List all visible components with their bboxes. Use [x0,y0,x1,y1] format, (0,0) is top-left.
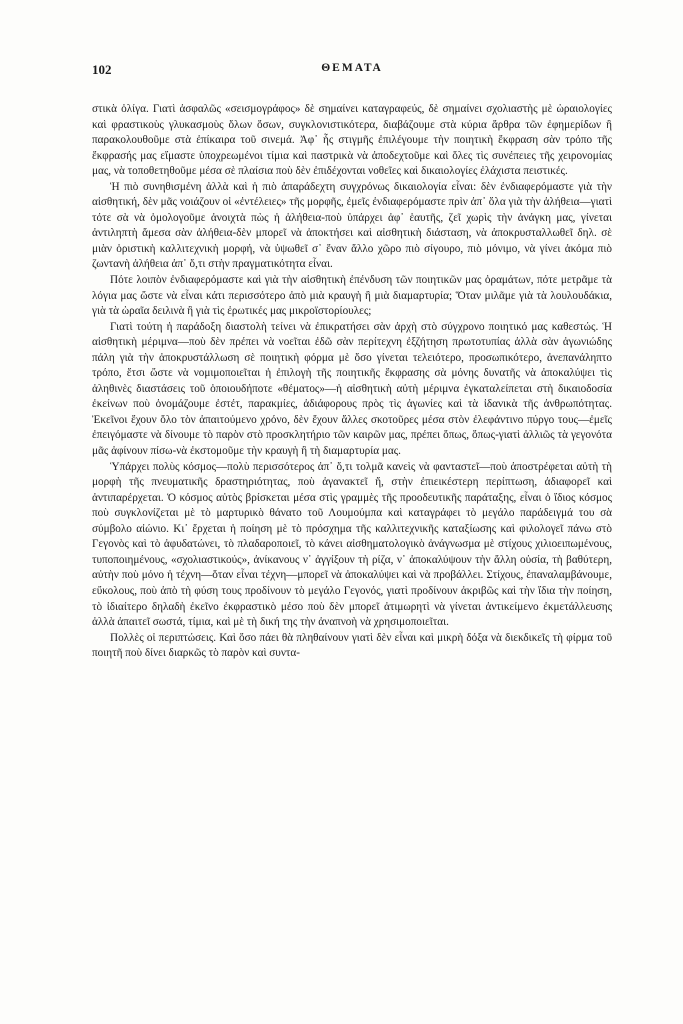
paragraph-3: Πότε λοιπὸν ἐνδιαφερόμαστε καὶ γιὰ τὴν αἰσθητικὴ ἐπένδυση τῶν ποιητικῶν μας ὁραμάτων, πότε μετρᾶμε τὰ λόγια μας ὥστε νὰ εἶναι κάτι περισσότερο ἀπὸ μιὰ κραυγὴ ἢ μιὰ διαμαρτυρία; Ὅταν μιλᾶμε γιὰ τὰ λουλουδάκια, γιὰ τὰ ὡραῖα δειλινὰ ἢ γιὰ τὶς ἐρωτικές μας μικροϊστορίουλες; [92,274,612,318]
paragraph-4: Γιατὶ τούτη ἡ παράδοξη διαστολὴ τείνει νὰ ἐπικρατήσει σὰν ἀρχὴ στὸ σύγχρονο ποιητικό μας καθεστώς. Ἡ αἰσθητικὴ μέριμνα—ποὺ δὲν πρέπει νὰ νοεῖται ἐδῶ σὰν περίτεχνη ἐξζήτηση πρωτοτυπίας ἀλλὰ σὰν ἀγωνιώδης πάλη γιὰ τὴν ἀποκρυστάλλωση σὲ ποιητικὴ φόρμα μὲ ὅσο γίνεται τελειότερο, προσωπικότερο, ἀνεπανάληπτο τρόπο, ἔτσι ὥστε νὰ νομιμοποιεῖται ἡ ἐπιλογὴ τῆς ποιητικῆς ἔκφρασης σὰ μόνης δυνατῆς νὰ ἀποκαλύψει τὶς ἀληθινὲς διαστάσεις τοῦ ὁποιουδήποτε «θέματος»—ἡ αἰσθητικὴ αὐτὴ μέριμνα ἐγκαταλείπεται στὴ δικαιοδοσία ἐκείνων ποὺ ὀνομάζουμε ἐστέτ, παρακμίες, ἀδιάφορους πρὸς τὶς ἀγωνίες καὶ τὰ ἰδανικὰ τῆς ἀνθρωπότητας. Ἐκεῖνοι ἔχουν ὅλο τὸν ἀπαιτούμενο χρόνο, δὲν ἔχουν ἄλλες σκοτοῦρες μέσα στὸν ἐλεφάντινο πύργο τους—ἐμεῖς ἐπειγόμαστε νὰ δίνουμε τὸ παρὸν στὸ προσκλητήριο τῶν καιρῶν μας, πρέπει ὅπως, ὅπως-γιατὶ ἀλλιῶς τὰ γεγονότα μᾶς ἀφίνουν πίσω-νὰ ἐκστομοῦμε τὴν κραυγὴ ἢ τὴ διαμαρτυρία μας. [92,320,612,458]
page-header [92,62,612,80]
page-number: 102 [92,62,112,77]
body-text [92,102,612,662]
paragraph-5: Ὑπάρχει πολὺς κόσμος—πολὺ περισσότερος ἀπ᾽ ὅ,τι τολμᾶ κανεὶς νὰ φανταστεῖ—ποὺ ἀποστρέφεται αὐτὴ τὴ μορφὴ τῆς πνευματικῆς δραστηριότητας, ποὺ ἀγανακτεῖ ἤ, στὴν ἐπιεικέστερη περίπτωση, ἀδιαφορεῖ καὶ ἀντιπαρέρχεται. Ὁ κόσμος αὐτὸς βρίσκεται μέσα στὶς γραμμὲς τῆς προοδευτικῆς παράταξης, εἶναι ὁ ἴδιος κόσμος ποὺ συγκλονίζεται μὲ τὸ μαρτυρικὸ θάνατο τοῦ Λουμούμπα καὶ καταγράφει τὸ μεγάλο παράδειγμά του σὰ σύμβολο αἰώνιο. Κι᾽ ἔρχεται ἡ ποίηση μὲ τὸ πρόσχημα τῆς καλλιτεχνικῆς καταξίωσης καὶ φιλολογεῖ πάνω στὸ Γεγονὸς καὶ τὸ ἀφυδατώνει, τὸ πλαδαροποιεῖ, τὸ κάνει αἰσθηματολογικὸ ἀνάγνωσμα μὲ στίχους χιλιοειπωμένους, τυποποιημένους, «σχολιαστικούς», ἀνίκανους ν᾽ ἀγγίξουν τὴ ρίζα, ν᾽ ἀποκαλύψουν τὴν ἄλλη οὐσία, τὴ βαθύτερη, αὐτὴν ποὺ μόνο ἡ τέχνη—ὅταν εἶναι τέχνη—μπορεῖ νὰ ἀποκαλύψει καὶ νὰ προβάλλει. Στίχους, ἐπαναλαμβάνουμε, εὔκολους, ποὺ ἀπὸ τὴ φύση τους προδίνουν τὸ μεγάλο Γεγονός, γιατὶ προδίνουν ἀκριβῶς καὶ τὴν ἴδια τὴν ποίηση, τὸ ἰδιαίτερο δηλαδὴ ἐκεῖνο ἐκφραστικὸ μέσο ποὺ δὲν μπορεῖ ἀτιμωρητὶ νὰ γίνεται ἀντικείμενο ἐκμετάλλευσης ἀλλὰ ἀπαιτεῖ σωστά, τίμια, καὶ μὲ τὴ δική της τὴν ἀναπνοὴ νὰ χρησιμοποιεῖται. [92,460,612,629]
paragraph-1: στικὰ ὀλίγα. Γιατὶ ἀσφαλῶς «σεισμογράφος» δὲ σημαίνει καταγραφεύς, δὲ σημαίνει σχολιαστὴς μὲ ὡραιολογίες καὶ φραστικοὺς γλυκασμοὺς ὅλων ὅσων, συγκλονιστικότερα, διαβάζουμε στὰ κύρια ἄρθρα τῶν ἐφημερίδων ἢ παρακολουθοῦμε στὰ ἐπίκαιρα τοῦ σινεμά. Ἀφ᾽ ἧς στιγμῆς ἐπιλέγουμε τὴν ποιητικὴ ἔκφραση σὰν τρόπο τῆς ἔκφρασής μας εἴμαστε ὑποχρεωμένοι τίμια καὶ παστρικὰ νὰ ἀποδεχτοῦμε καὶ ὅλες τὶς συνέπειες τῆς χειρονομίας μας, νὰ τοποθετηθοῦμε μέσα σὲ πλαίσια ποὺ δὲν ἐπιδέχονται νοθεῖες καὶ δικαιολογίες ἐλάχιστα πειστικές. [92,103,612,178]
running-title: ΘΕΜΑΤΑ [321,62,383,74]
paragraph-6: Πολλὲς οἱ περιπτώσεις. Καὶ ὅσο πάει θὰ πληθαίνουν γιατὶ δὲν εἶναι καὶ μικρὴ δόξα νὰ διεκδικεῖς τὴ φίρμα τοῦ ποιητῆ ποὺ δίνει διαρκῶς τὸ παρὸν καὶ συντα- [92,631,612,660]
paragraph-2: Ἡ πιὸ συνηθισμένη ἀλλὰ καὶ ἡ πιὸ ἀπαράδεχτη συγχρόνως δικαιολογία εἶναι: δὲν ἐνδιαφερόμαστε γιὰ τὴν αἰσθητική, δὲν μᾶς νοιάζουν οἱ «ἐντέλειες» τῆς μορφῆς, ἐμεῖς ἐνδιαφερόμαστε πρὶν ἀπ᾽ ὅλα γιὰ τὴν ἀλήθεια—γιατὶ τότε σὰ νὰ ὁμολογοῦμε ἀνοιχτὰ πὼς ἡ ἀλήθεια-ποὺ ὑπάρχει ἀφ᾽ ἑαυτῆς, ζεῖ χωρὶς τὴν ἀνάγκη μας, γίνεται ἀντιληπτὴ ἄμεσα σὰν ἀλήθεια-δὲν μπορεῖ νὰ ἀποκτήσει καὶ αἰσθητικὴ διάσταση, νὰ ἀποκρυσταλλωθεῖ δηλ. σὲ μιὰν ὁριστικὴ καλλιτεχνικὴ μορφή, νὰ ὑψωθεῖ σ᾽ ἕναν ἄλλο χῶρο πιὸ σίγουρο, πιὸ μόνιμο, νὰ γίνει ἀκόμα πιὸ ζωντανὴ ἀλήθεια ἀπ᾽ ὅ,τι στὴν πραγματικότητα εἶναι. [92,180,612,271]
